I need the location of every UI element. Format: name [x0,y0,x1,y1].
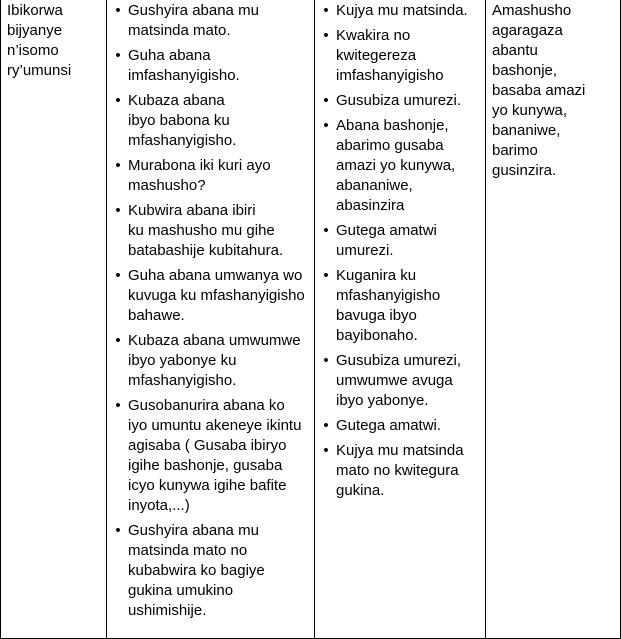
list-item [321,26,479,86]
list-item [113,266,308,326]
list-item [321,441,479,501]
bullet-icon: • [323,27,329,44]
list-item-text: Kubwira abana ibiri ku mashusho mu gihe batabashije kubitahura. [128,202,284,259]
list-item [321,351,479,411]
list-item-text: Gutega amatwi. [336,417,442,434]
bullet-icon: • [115,522,121,539]
list-item [113,91,308,151]
bullet-icon: • [323,222,329,239]
list-item-text: Gusobanurira abana ko iyo umuntu akeneye ikintu agisaba ( Gusaba ibiryo igihe bashonje, gusaba icyo kunywa igihe bafite inyota,...) [128,397,302,514]
bullet-icon: • [323,2,329,19]
list-item [321,221,479,261]
list-item-text: Abana bashonje, abarimo gusaba amazi yo kunywa, abananiwe, abasinzira [336,117,456,214]
bullet-icon: • [115,2,121,19]
bullet-icon: • [115,202,121,219]
list-item [321,1,479,21]
bullet-icon: • [115,92,121,109]
list-item [113,156,308,196]
learner-activities-column [314,0,485,639]
list-item-text: Kuganira ku mfashanyigisho bavuga ibyo bayibonaho. [336,267,441,344]
list-item-text: Murabona iki kuri ayo mashusho? [128,157,271,194]
list-item-text: Guha abana umwanya wo kuvuga ku mfashanyigisho bahawe. [128,267,305,324]
list-item-text: Gushyira abana mu matsinda mato no kubabwira ko bagiye gukina umukino ushimishije. [128,522,265,619]
activities-heading: Ibikorwa bijyanye n’isomo ry’umunsi [7,2,72,79]
list-item-text: Gusubiza umurezi, umwumwe avuga ibyo yabonye. [336,352,462,409]
list-item [321,416,479,436]
list-item-text: Kwakira no kwitegereza imfashanyigisho [336,27,444,84]
list-item [321,266,479,346]
bullet-icon: • [323,92,329,109]
list-item [113,1,308,41]
list-item [113,46,308,86]
bullet-icon: • [323,267,329,284]
bullet-icon: • [115,47,121,64]
activities-column [1,0,106,639]
list-item [113,201,308,261]
list-item [321,91,479,111]
materials-column [485,0,621,639]
materials-text: Amashusho agaragaza abantu bashonje, basaba amazi yo kunywa, bananiwe, barimo gusinzira. [492,2,586,179]
teacher-activities-list [113,1,308,621]
list-item [113,331,308,391]
list-item-text: Gusubiza umurezi. [336,92,462,109]
teacher-activities-column [106,0,314,639]
list-item-text: Gushyira abana mu matsinda mato. [128,2,259,39]
bullet-icon: • [323,442,329,459]
bullet-icon: • [323,352,329,369]
list-item [321,116,479,216]
bullet-icon: • [323,117,329,134]
list-item-text: Kujya mu matsinda mato no kwitegura gukina. [336,442,464,499]
bullet-icon: • [115,267,121,284]
list-item [113,396,308,516]
bullet-icon: • [115,397,121,414]
list-item [113,521,308,621]
bullet-icon: • [323,417,329,434]
bullet-icon: • [115,157,121,174]
learner-activities-list [321,1,479,501]
list-item-text: Kujya mu matsinda. [336,2,468,19]
list-item-text: Gutega amatwi umurezi. [336,222,437,259]
list-item-text: Kubaza abana ibyo babona ku mfashanyigisho. [128,92,237,149]
bullet-icon: • [115,332,121,349]
list-item-text: Guha abana imfashanyigisho. [128,47,240,84]
list-item-text: Kubaza abana umwumwe ibyo yabonye ku mfashanyigisho. [128,332,301,389]
